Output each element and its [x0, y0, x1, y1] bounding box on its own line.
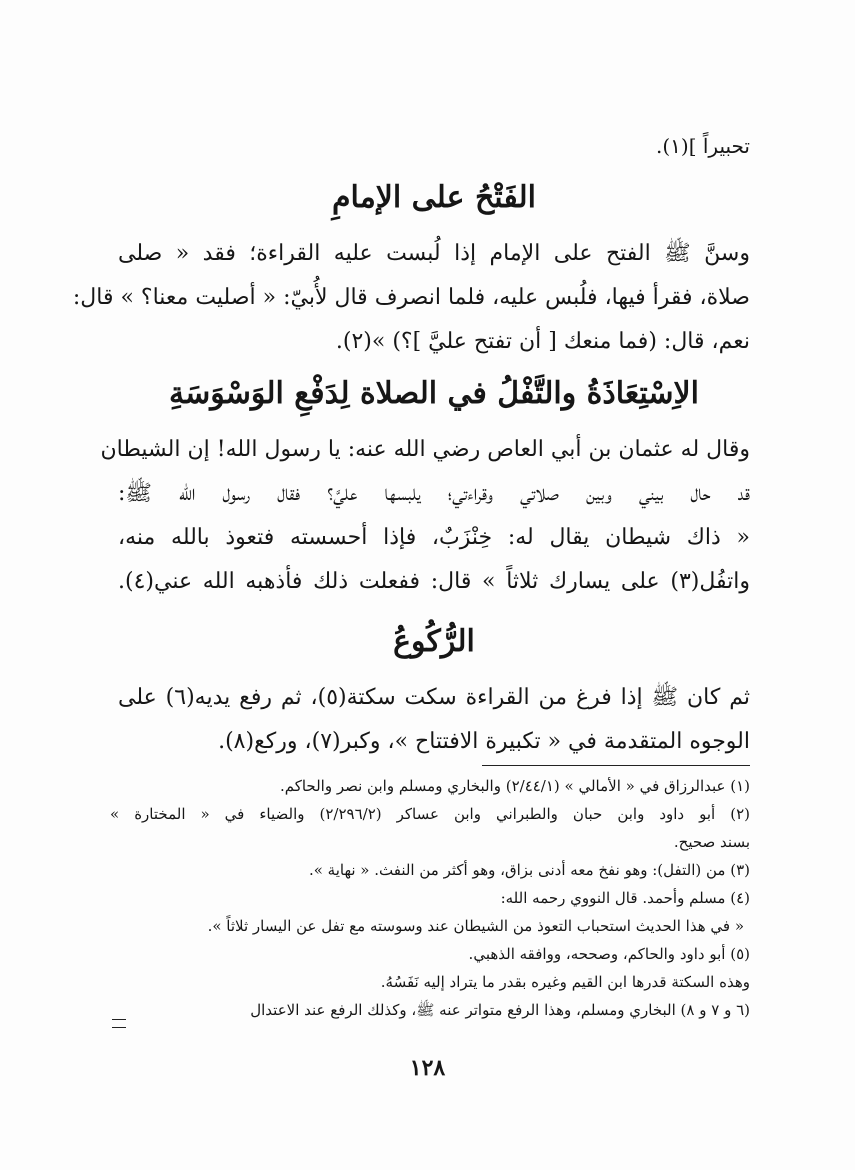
footnote: (٣) من (التفل): وهو نفخ معه أدنى بزاق، وهو أكثر من النفث. « نهاية ». [308, 861, 750, 879]
double-line-continuation-icon [112, 1019, 126, 1028]
carry-over-line: تحبيراً ](١). [655, 134, 750, 158]
footnote-divider [482, 765, 750, 766]
footnote: (٢) أبو داود وابن حبان والطبراني وابن عساكر (٢/٢٩٦/٢) والضياء في « المختارة » [110, 805, 750, 823]
footnote: « في هذا الحديث استحباب التعوذ من الشيطان عند وسوسته مع تفل عن اليسار ثلاثاً ». [207, 917, 744, 935]
footnote: (٦ و ٧ و ٨) البخاري ومسلم، وهذا الرفع متواتر عنه ﷺ، وكذلك الرفع عند الاعتدال [250, 1001, 750, 1019]
paragraph-line: وسنَّ ﷺ الفتح على الإمام إذا لُبست عليه القراءة؛ فقد « صلى [118, 241, 750, 266]
footnote: (١) عبدالرزاق في « الأمالي » (٢/٤٤/١) والبخاري ومسلم وابن نصر والحاكم. [279, 777, 750, 795]
paragraph-line: الوجوه المتقدمة في « تكبيرة الافتتاح »، وكبر(٧)، وركع(٨). [218, 729, 750, 754]
paragraph-line: « ذاك شيطان يقال له: خِنْزَبٌ، فإذا أحسسته فتعوذ بالله منه، [118, 525, 750, 550]
paragraph-line: وقال له عثمان بن أبي العاص رضي الله عنه: يا رسول الله! إن الشيطان [100, 437, 750, 462]
paragraph-line: واتفُل(٣) على يسارك ثلاثاً » قال: ففعلت ذلك فأذهبه الله عني(٤). [118, 569, 750, 594]
paragraph-line: صلاة، فقرأ فيها، فلُبس عليه، فلما انصرف قال لأُبيّ: « أصليت معنا؟ » قال: [72, 285, 750, 310]
page-number: ١٢٨ [409, 1055, 446, 1081]
footnote: (٤) مسلم وأحمد. قال النووي رحمه الله: [500, 889, 750, 907]
footnote: بسند صحيح. [673, 833, 750, 851]
heading-seeking-refuge: الاِسْتِعَاذَةُ والتَّفْلُ في الصلاة لِدَفْعِ الوَسْوَسَةِ [169, 376, 699, 411]
footnote: وهذه السكتة قدرها ابن القيم وغيره بقدر ما يتراد إليه نَفَسُهُ. [380, 973, 750, 991]
heading-opening-on-imam: الفَتْحُ على الإمامِ [331, 180, 537, 215]
paragraph-line: قد حال بيني وبين صلاتي وقراءتي؛ يلبسها عليَّ؟ فقال رسول الله ﷺ: [118, 481, 750, 506]
paragraph-line: نعم، قال: (فما منعك [ أن تفتح عليَّ ]؟) »(٢). [335, 329, 750, 354]
footnotes [110, 772, 750, 1024]
heading-ruku: الرُّكُوعُ [393, 624, 475, 659]
main-text [72, 128, 751, 764]
footnote: (٥) أبو داود والحاكم، وصححه، ووافقه الذهبي. [468, 945, 750, 963]
paragraph-line: ثم كان ﷺ إذا فرغ من القراءة سكت سكتة(٥)، ثم رفع يديه(٦) على [118, 685, 751, 710]
